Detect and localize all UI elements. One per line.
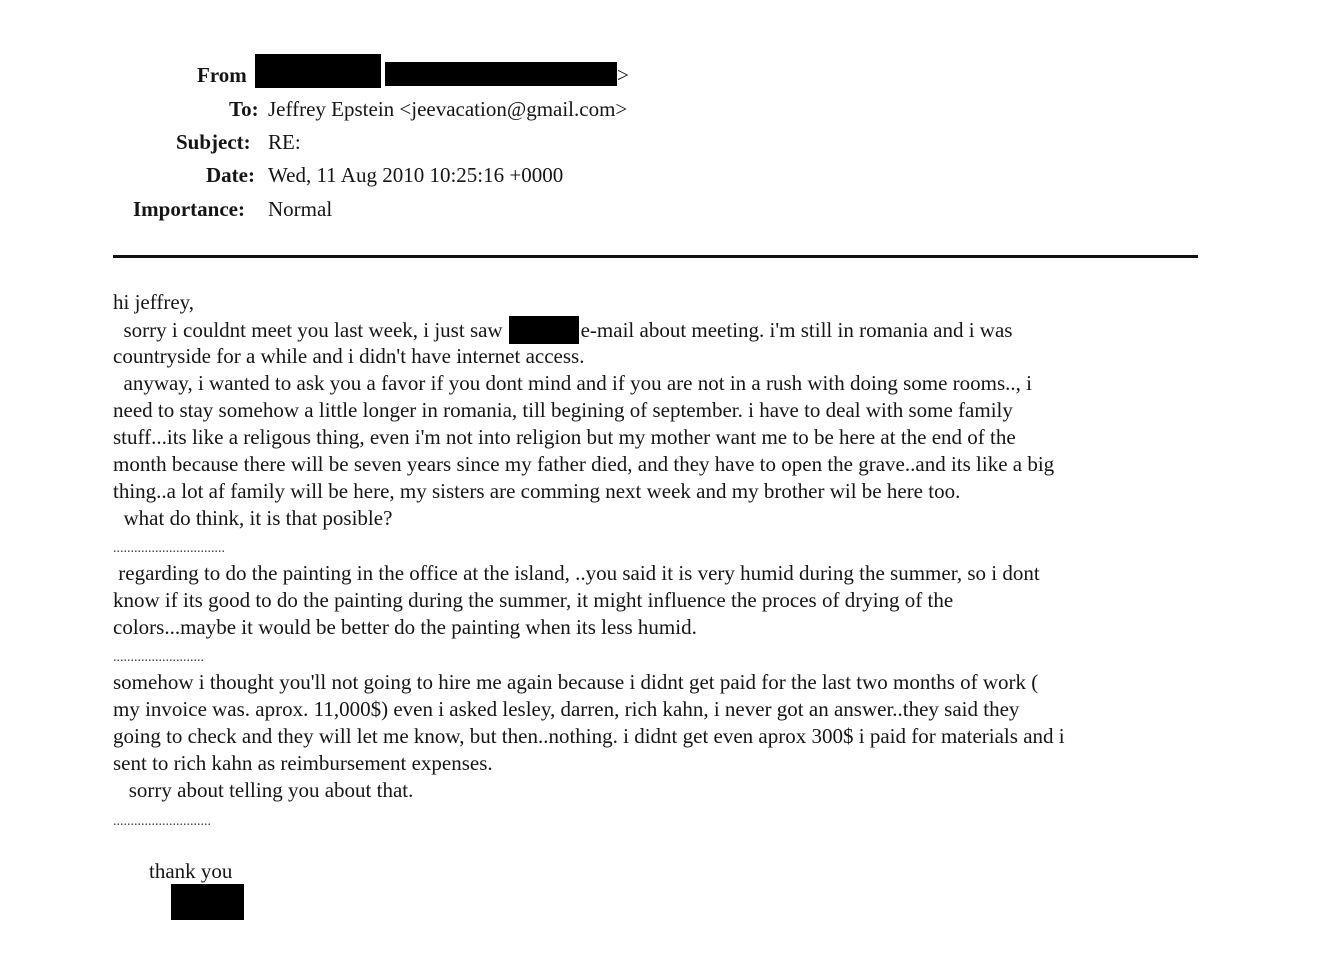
body-line: what do think, it is that posible? bbox=[113, 506, 393, 530]
date-label: Date: bbox=[206, 163, 255, 187]
body-line: colors...maybe it would be better do the painting when its less humid. bbox=[113, 615, 697, 639]
body-line: my invoice was. aprox. 11,000$) even i asked lesley, darren, rich kahn, i never got an answer..they said they bbox=[113, 697, 1020, 721]
body-line: sent to rich kahn as reimbursement expenses. bbox=[113, 751, 493, 775]
body-text: e-mail about meeting. i'm still in romania and i was bbox=[580, 318, 1013, 342]
redacted-name bbox=[509, 316, 579, 344]
body-line: going to check and they will let me know, but then..nothing. i didnt get even aprox 300$ i paid for materials and i bbox=[113, 724, 1065, 748]
body-line: thing..a lot af family will be here, my sisters are comming next week and my brother wil be here too. bbox=[113, 479, 961, 503]
body-line: know if its good to do the painting during the summer, it might influence the proces of drying of the bbox=[113, 588, 954, 612]
redacted-from-name bbox=[255, 54, 381, 88]
body-line: month because there will be seven years since my father died, and they have to open the grave..and its like a big bbox=[113, 452, 1055, 476]
body-text: sorry i couldnt meet you last week, i just saw bbox=[113, 318, 503, 342]
to-label: To: bbox=[229, 97, 259, 121]
separator: ............................ bbox=[113, 814, 211, 829]
greeting: hi jeffrey, bbox=[113, 290, 195, 314]
body-line: stuff...its like a religous thing, even i'm not into religion but my mother want me to be here at the end of the bbox=[113, 425, 1016, 449]
subject-row bbox=[0, 127, 1320, 157]
subject-value: RE: bbox=[268, 130, 301, 154]
body-line: somehow i thought you'll not going to hire me again because i didnt get paid for the last two months of work ( bbox=[113, 670, 1039, 694]
to-row bbox=[0, 94, 1320, 124]
body-line bbox=[113, 316, 1012, 344]
separator: ................................ bbox=[113, 541, 225, 556]
body-line: need to stay somehow a little longer in romania, till begining of september. i have to deal with some family bbox=[113, 398, 1013, 422]
body-line: anyway, i wanted to ask you a favor if you dont mind and if you are not in a rush with doing some rooms.., i bbox=[113, 371, 1032, 395]
from-label: From bbox=[197, 63, 247, 87]
to-value: Jeffrey Epstein <jeevacation@gmail.com> bbox=[268, 97, 628, 121]
from-tail: > bbox=[617, 63, 629, 87]
body-line: regarding to do the painting in the office at the island, ..you said it is very humid during the summer, so i dont bbox=[113, 561, 1040, 585]
redacted-from-email bbox=[385, 62, 617, 86]
importance-label: Importance: bbox=[133, 197, 245, 221]
separator: .......................... bbox=[113, 650, 204, 665]
body-line: countryside for a while and i didn't have internet access. bbox=[113, 344, 585, 368]
closing: thank you bbox=[149, 859, 233, 883]
redacted-signature bbox=[171, 884, 244, 920]
from-row bbox=[0, 60, 1320, 90]
date-row bbox=[0, 160, 1320, 190]
importance-value: Normal bbox=[268, 197, 333, 221]
header-divider bbox=[113, 255, 1198, 258]
importance-row bbox=[0, 194, 1320, 224]
body-line: sorry about telling you about that. bbox=[113, 778, 414, 802]
date-value: Wed, 11 Aug 2010 10:25:16 +0000 bbox=[268, 163, 564, 187]
subject-label: Subject: bbox=[176, 130, 251, 154]
